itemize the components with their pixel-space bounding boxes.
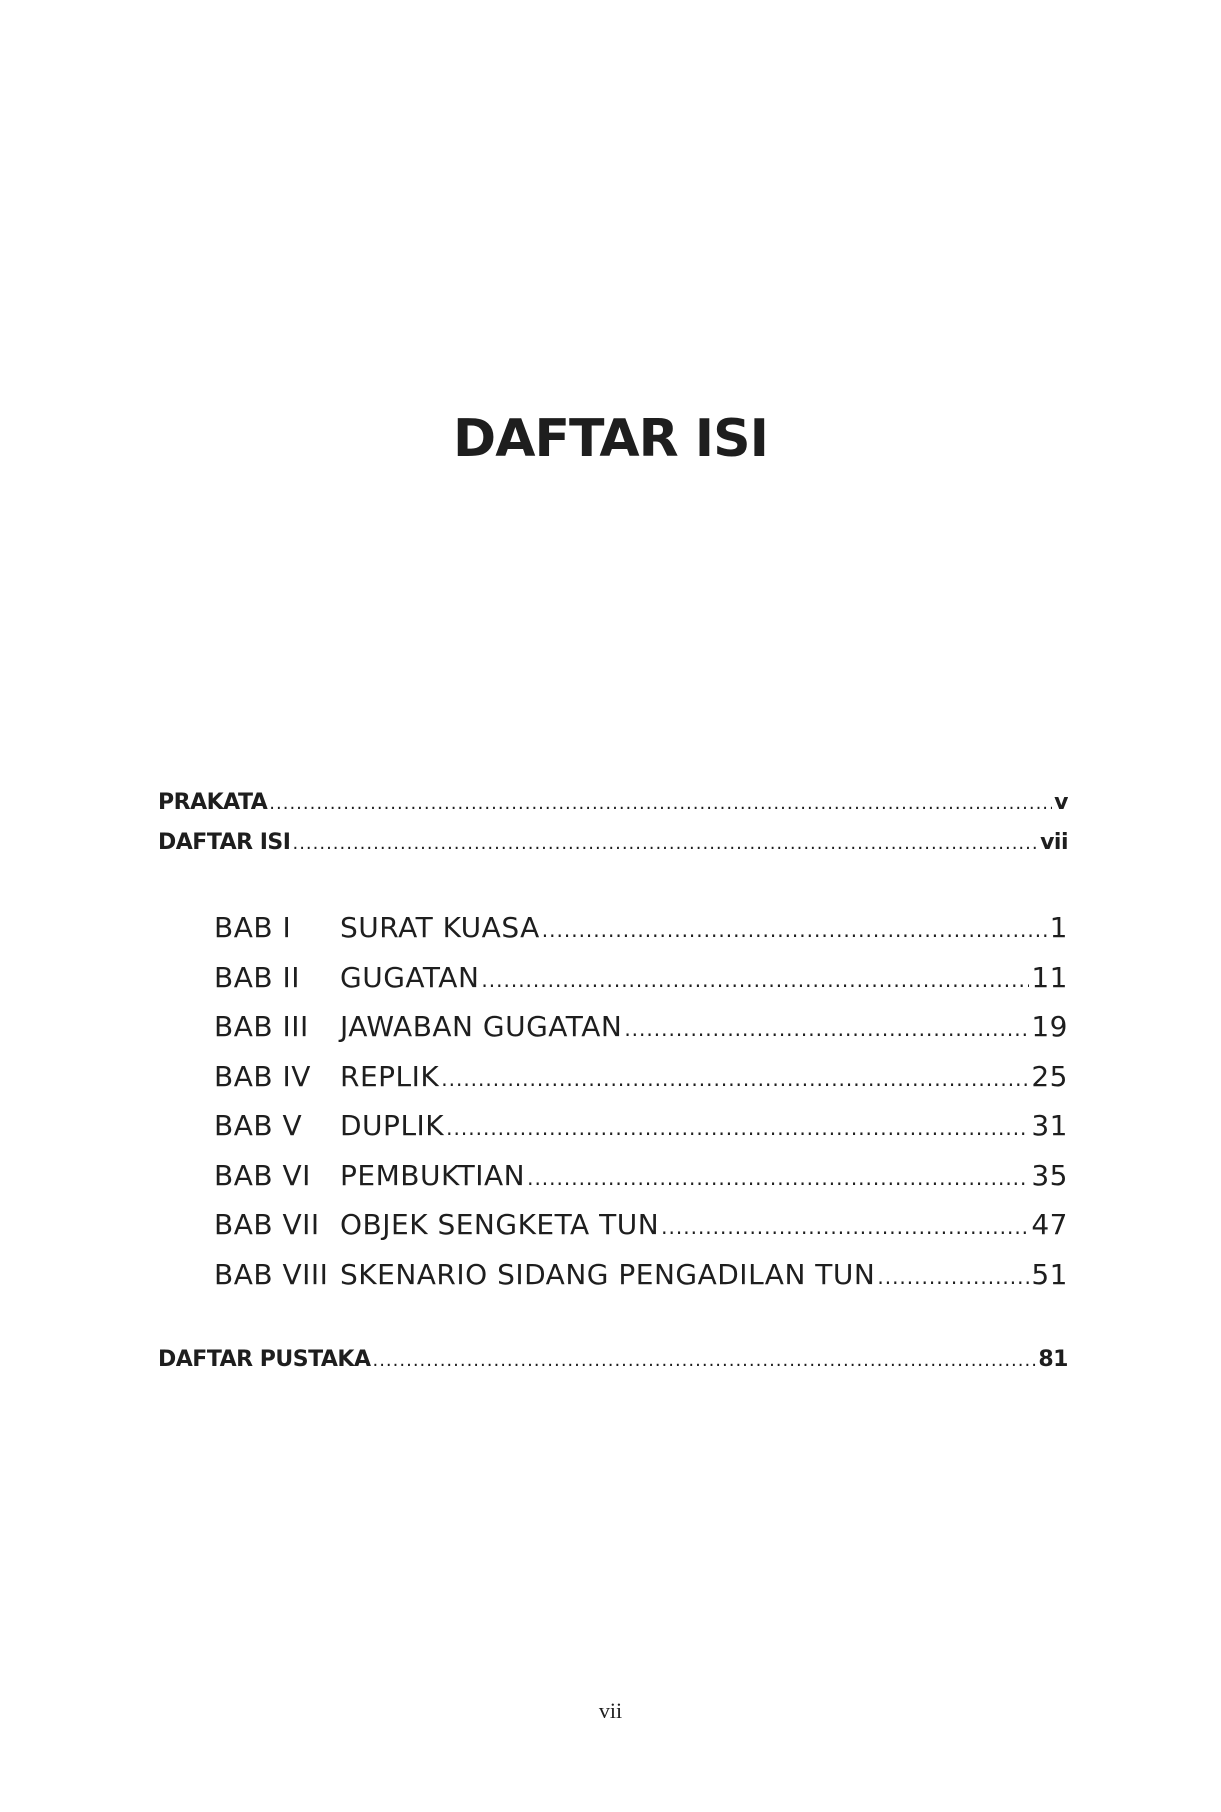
toc-entry-daftar-pustaka[interactable]: [158, 1344, 1068, 1376]
toc-chapter-6[interactable]: [214, 1156, 1068, 1196]
chapter-number: BAB II: [214, 961, 300, 994]
chapter-title: SURAT KUASA: [340, 911, 540, 944]
chapter-number: BAB V: [214, 1109, 303, 1142]
dot-leader: [527, 1158, 1029, 1196]
chapter-title: OBJEK SENGKETA TUN: [340, 1208, 660, 1241]
chapter-page: 31: [1031, 1109, 1068, 1142]
chapter-number: BAB I: [214, 911, 292, 944]
chapter-number: BAB IV: [214, 1060, 311, 1093]
toc-entry-page: 81: [1038, 1347, 1068, 1372]
chapter-title: GUGATAN: [340, 961, 480, 994]
dot-leader: [661, 1207, 1029, 1245]
toc-entry-page: v: [1054, 790, 1068, 815]
toc-chapter-1[interactable]: [214, 908, 1068, 948]
toc-entry-page: vii: [1040, 830, 1068, 855]
dot-leader: [441, 1059, 1029, 1097]
page-number: vii: [598, 1698, 623, 1723]
chapter-number: BAB VII: [214, 1208, 320, 1241]
toc-entry-label: DAFTAR ISI: [158, 830, 291, 855]
page-title: DAFTAR ISI: [453, 408, 768, 469]
toc-chapter-2[interactable]: [214, 958, 1068, 998]
chapter-number: BAB III: [214, 1010, 309, 1043]
toc-chapter-7[interactable]: [214, 1205, 1068, 1245]
dot-leader: [542, 910, 1048, 948]
dot-leader: [624, 1009, 1029, 1047]
dot-leader: [292, 828, 1038, 859]
toc-chapter-5[interactable]: [214, 1106, 1068, 1146]
dot-leader: [446, 1108, 1029, 1146]
chapter-page: 51: [1031, 1258, 1068, 1291]
chapter-title: REPLIK: [340, 1060, 440, 1093]
toc-chapter-4[interactable]: [214, 1057, 1068, 1097]
dot-leader: [877, 1257, 1029, 1295]
chapter-page: 47: [1031, 1208, 1068, 1241]
toc-chapter-3[interactable]: [214, 1007, 1068, 1047]
dot-leader: [269, 788, 1052, 819]
chapter-page: 11: [1031, 961, 1068, 994]
chapter-title: SKENARIO SIDANG PENGADILAN TUN: [340, 1258, 876, 1291]
chapter-page: 1: [1049, 911, 1068, 944]
chapter-number: BAB VI: [214, 1159, 311, 1192]
chapter-title: DUPLIK: [340, 1109, 445, 1142]
chapter-number: BAB VIII: [214, 1258, 329, 1291]
chapter-page: 19: [1031, 1010, 1068, 1043]
toc-entry-prakata[interactable]: [158, 787, 1068, 819]
toc-chapter-8[interactable]: [214, 1255, 1068, 1295]
chapter-page: 35: [1031, 1159, 1068, 1192]
toc-entry-daftar-isi[interactable]: [158, 827, 1068, 859]
toc-entry-label: PRAKATA: [158, 790, 268, 815]
chapter-title: PEMBUKTIAN: [340, 1159, 526, 1192]
toc-entry-label: DAFTAR PUSTAKA: [158, 1347, 371, 1372]
dot-leader: [481, 960, 1029, 998]
dot-leader: [372, 1345, 1036, 1376]
chapter-page: 25: [1031, 1060, 1068, 1093]
chapter-title: JAWABAN GUGATAN: [340, 1010, 623, 1043]
